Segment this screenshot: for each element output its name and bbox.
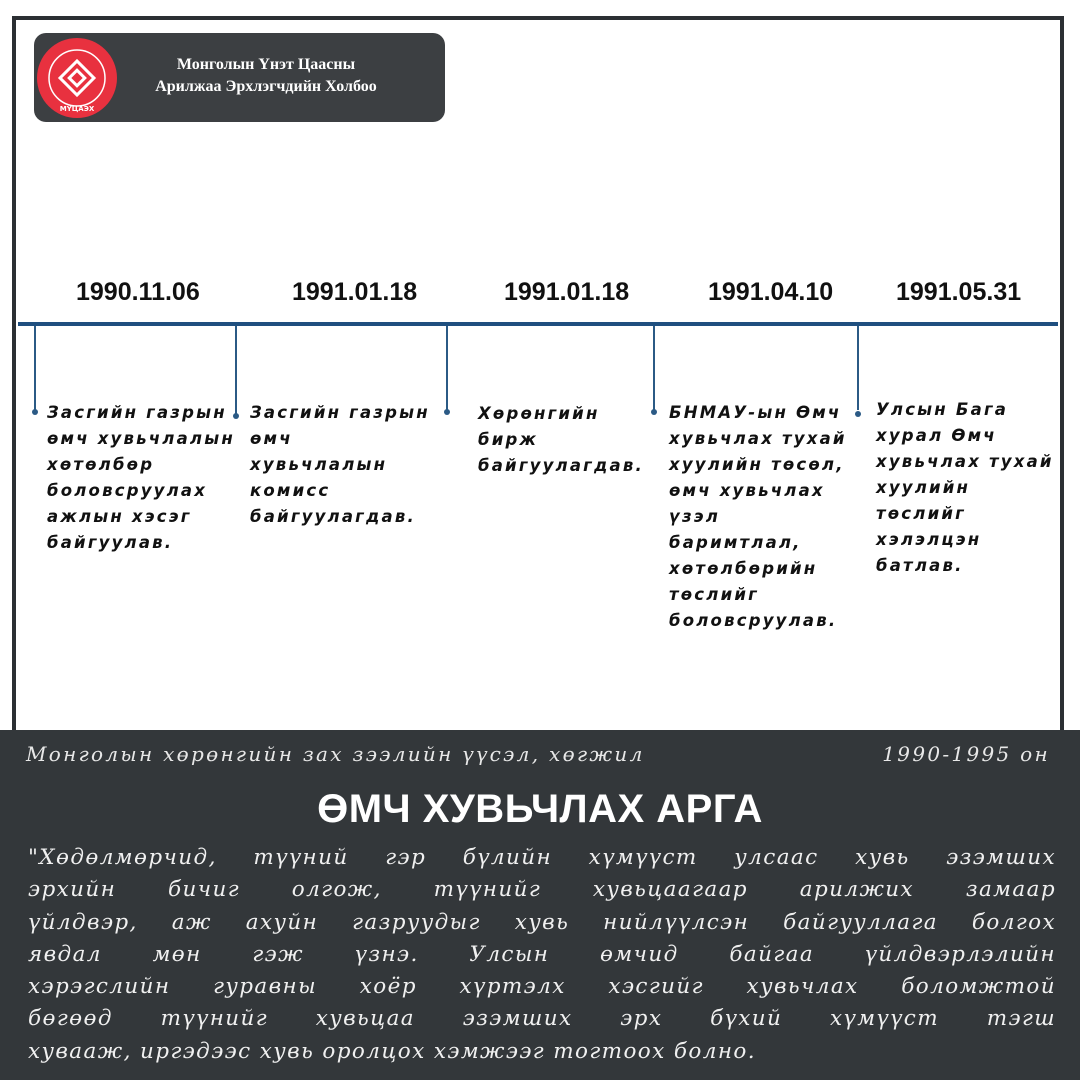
timeline-tick-4 (653, 326, 655, 410)
association-name-line-2: Арилжаа Эрхлэгчдийн Холбоо (155, 78, 377, 95)
timeline-event-4: БНМАУ-ын Өмч хувьчлах тухай хуулийн төсөл, өмч хувьчлах үзэл баримтлал, хөтөлбөрийн төслийг боловсруулав. (669, 403, 847, 630)
timeline-axis (18, 322, 1058, 326)
timeline-event-3: Хөрөнгийн бирж байгуулагдав. (478, 404, 644, 475)
timeline-date-4: 1991.04.10 (708, 278, 834, 306)
timeline-date-5: 1991.05.31 (896, 278, 1022, 306)
series-subtitle: Монголын хөрөнгийн зах зээлийн үүсэл, хөгжил (26, 742, 645, 766)
timeline-tick-2 (235, 326, 237, 414)
section-title: ӨМЧ ХУВЬЧЛАХ АРГА (317, 787, 763, 831)
content-frame (12, 16, 1064, 756)
timeline-date-3: 1991.01.18 (504, 278, 630, 306)
association-emblem-icon (36, 37, 118, 119)
timeline-event-1: Засгийн газрын өмч хувьчлалын хөтөлбөр боловсруулах ажлын хэсэг байгуулав. (47, 403, 235, 552)
timeline-marker-5 (855, 411, 861, 417)
timeline-marker-4 (651, 409, 657, 415)
emblem-text: МҮЦАЭХ (59, 105, 95, 113)
timeline-event-5: Улсын Бага хурал Өмч хувьчлах тухай хуулийн төслийг хэлэлцэн батлав. (876, 400, 1054, 575)
association-name (120, 54, 412, 98)
timeline-tick-5 (857, 326, 859, 410)
year-range: 1990-1995 он (882, 742, 1050, 766)
timeline-date-2: 1991.01.18 (292, 278, 418, 306)
timeline-tick-1 (34, 326, 36, 410)
timeline-date-1: 1990.11.06 (76, 278, 200, 306)
timeline-event-2: Засгийн газрын өмч хувьчлалын комисс байгуулагдав. (250, 403, 430, 526)
timeline-marker-3 (444, 409, 450, 415)
quote-paragraph: "Хөдөлмөрчид, түүний гэр бүлийн хүмүүст улсаас хувь эзэмших эрхийн бичиг олгож, түүнийг хувьцаагаар арилжих замаар үйлдвэр, аж ахуйн газруудыг хувь нийлүүлсэн байгууллага болгох явдал мөн гэж үзнэ. Улсын өмчид байгаа үйлдвэрлэлийн хэрэгслийн гуравны хоёр хүртэлх хэсгийг хувьчлах боломжтой бөгөөд түүнийг хувьцаа эзэмших эрх бүхий хүмүүст тэгш хувааж, иргэдээс хувь оролцох хэмжээг тогтоох болно. (28, 845, 1056, 1064)
timeline-tick-3 (446, 326, 448, 410)
association-name-line-1: Монголын Үнэт Цаасны (176, 56, 356, 73)
timeline-marker-1 (32, 409, 38, 415)
